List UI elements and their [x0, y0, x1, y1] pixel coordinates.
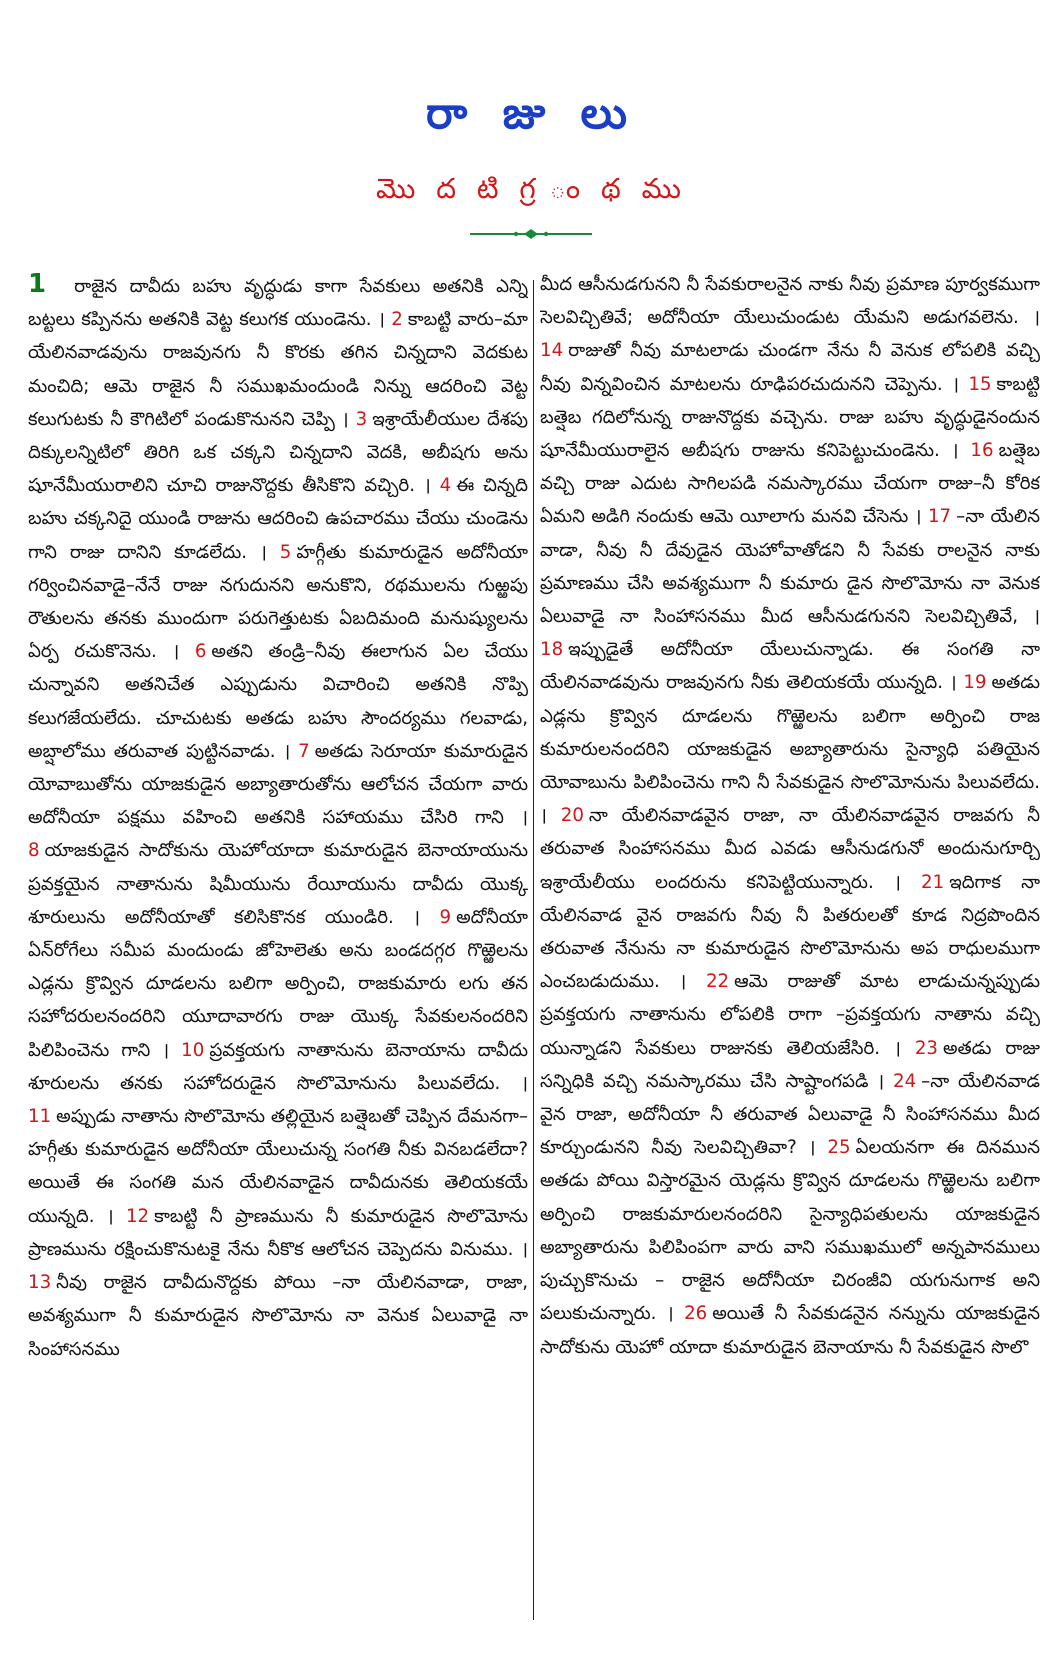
verse-number: 25: [827, 1137, 851, 1159]
verse-text: రాజైన దావీదు బహు వృద్ధుడు కాగా సేవకులు అతనికి ఎన్ని బట్టలు కప్పినను అతనికి వెట్ట కలుగక యుండెను. ।: [28, 276, 528, 331]
verse-text: యాజకుడైన సాదోకును యెహోయాదా కుమారుడైన బెనాయాయును ప్రవక్తయైన నాతానును షిమీయును రేయీయును దావీదు యొక్క శూరులును అదోనీయాతో కలిసికొనక యుండిరి. ।: [28, 840, 528, 928]
verse-number: 6: [194, 641, 207, 663]
chapter-number: 1: [28, 269, 47, 299]
book-subtitle: మొ ద టి గ్ర ం థ ము: [376, 172, 687, 205]
verse-text: నీవు రాజైన దావీదునొద్దకు పోయి –నా యేలినవాడా, రాజా, అవశ్యముగా నీ కుమారుడైన సొలొమోను నా వెనుక ఏలువాడై నా సింహాసనము: [28, 1272, 528, 1360]
verse-text: ఈ చిన్నది బహు చక్కనిదై యుండి రాజును ఆదరించి ఉపచారము చేయు చుండెను గాని రాజు దానిని కూడలేదు. ।: [28, 475, 528, 563]
verse-text: మీద ఆసీనుడగునని నీ సేవకురాలనైన నాకు నీవు ప్రమాణ పూర్వకముగా సెలవిచ్చితివే; అదోనీయా యేలుచుండుట యేమని అడుగవలెను. ।: [540, 274, 1040, 329]
verse-text: బత్షెబ వచ్చి రాజు ఎదుట సాగిలపడి నమస్కారము చేయగా రాజు–నీ కోరిక ఏమని అడిగి నందుకు ఆమె యీలాగు మనవి చేసెను ।: [540, 440, 1040, 528]
verse-text: కాబట్టి నీ ప్రాణమును నీ కుమారుడైన సొలొమోను ప్రాణమును రక్షించుకొనుటకై నేను నీకొక ఆలోచన చెప్పెదను వినుము. ।: [28, 1205, 528, 1260]
verse-text: కాబట్టి వారు–మా యేలినవాడవును రాజవునగు నీ కొరకు తగిన చిన్నదాని వెదకుట మంచిది; ఆమె రాజైన నీ సముఖమందుండి నిన్ను ఆదరించి వెట్ట కలుగుటకు నీ కౌగిటిలో పండుకొనునని చెప్పి ।: [28, 309, 528, 430]
verse-text: కాబట్టి బత్షెబ గదిలోనున్న రాజునొద్దకు వచ్చెను. రాజు బహు వృద్ధుడైనందున షూనేమీయురాలైన అబీషగు రాజును కనిపెట్టుచుండెను. ।: [540, 373, 1040, 462]
verse-text: నా యేలినవాడవైన రాజా, నా యేలినవాడవైన రాజవగు నీ తరువాత సింహాసనము మీద ఎవడు ఆసీనుడగునో అందునుగూర్చి ఇశ్రాయేలీయు లందరును కనిపెట్టియున్నారు. ।: [540, 805, 1040, 893]
verse-number: 24: [893, 1070, 917, 1092]
verse-number: 17: [927, 506, 952, 528]
verse-text: అయితే నీ సేవకుడనైన నన్నును యాజకుడైన సాదోకును యెహో యాదా కుమారుడైన బెనాయాను నీ సేవకుడైన సొలొ: [540, 1303, 1040, 1358]
verse-number: 9: [439, 906, 452, 928]
verse-number: 20: [560, 805, 584, 827]
verse-number: 2: [391, 309, 403, 331]
verse-number: 7: [298, 740, 310, 762]
verse-number: 14: [540, 340, 564, 362]
verse-number: 12: [125, 1205, 150, 1227]
verse-text: రాజుతో నీవు మాటలాడు చుండగా నేను నీ వెనుక లోపలికి వచ్చి నీవు విన్నవించిన మాటలను రూఢిపరచుదునని చెప్పెను. ।: [540, 340, 1040, 395]
verse-text: హగ్గీతు కుమారుడైన అదోనీయా గర్వించినవాడై–నేనే రాజు నగుదునని అనుకొని, రథములను గుఱ్ఱపు రౌతులను తనకు ముందుగా పరుగెత్తుటకు ఏబదిమంది మనుష్యులను ఏర్ప రచుకొనెను. ।: [28, 541, 528, 663]
column-divider: [533, 280, 534, 1620]
verse-text: ఆమె రాజుతో మాట లాడుచున్నప్పుడు ప్రవక్తయగు నాతానును లోపలికి రాగా –ప్రవక్తయగు నాతాను వచ్చి యున్నాడని సేవకులు రాజునకు తెలియజేసిరి. ।: [540, 971, 1040, 1059]
verse-number: 19: [963, 672, 987, 694]
verse-text: –నా యేలిన వాడా, నీవు నీ దేవుడైన యెహోవాతోడని నీ సేవకు రాలనైన నాకు ప్రమాణము చేసి అవశ్యముగా నీ కుమారు డైన సొలొమోను నా వెనుక ఏలువాడై నా సింహాసనము మీద ఆసీనుడగునని సెలవిచ్చితివే, ।: [540, 506, 1040, 628]
verse-text: అతడు సెరూయా కుమారుడైన యోవాబుతోను యాజకుడైన అబ్యాతారుతోను ఆలోచన చేయగా వారు అదోనీయా పక్షము వహించి అతనికి సహాయము చేసిరి గాని ।: [28, 740, 528, 829]
verse-text: ప్రవక్తయగు నాతానును బెనాయాను దావీదు శూరులను తనకు సహోదరుడైన సొలొమోనును పిలువలేదు. ।: [28, 1039, 528, 1094]
verse-number: 23: [914, 1037, 938, 1059]
verse-text: ఇశ్రాయేలీయుల దేశపు దిక్కులన్నిటిలో తిరిగి ఒక చక్కని చిన్నదాని వెదకి, అబీషగు అను షూనేమీయురాలిని చూచి రాజునొద్దకు తీసికొని వచ్చిరి. ।: [28, 408, 528, 497]
verse-number: 16: [970, 440, 994, 462]
verse-text: అదోనీయా ఏన్‌రోగేలు సమీప మందుండు జోహెలెతు అను బండదగ్గర గొఱ్ఱెలను ఎడ్లను క్రొవ్విన దూడలను బలిగా అర్పించి, రాజకుమారు లగు తన సహోదరులనందరిని యూదావారగు రాజు యొక్క సేవకులనందరిని పిలిపించెను గాని ।: [28, 906, 528, 1061]
verse-text: అతని తండ్రి–నీవు ఈలాగున ఏల చేయు చున్నావని అతనిచేత ఎప్పుడును విచారించి అతనికి నొప్పి కలుగజేయలేదు. చూచుటకు అతడు బహు సౌందర్యము గలవాడు, అబ్షాలోము తరువాత పుట్టినవాడు. ।: [28, 641, 528, 762]
verse-text: ఇదిగాక నా యేలినవాడ వైన రాజవగు నీవు నీ పితరులతో కూడ నిద్రపొందిన తరువాత నేనును నా కుమారుడైన సొలొమోనును అప రాధులముగా ఎంచబడుదుము. ।: [540, 871, 1040, 993]
verse-number: 21: [921, 871, 945, 893]
verse-number: 18: [540, 639, 564, 661]
verse-number: 15: [968, 373, 992, 395]
verse-number: 3: [355, 408, 368, 430]
left-column: [28, 268, 528, 1648]
verse-number: 22: [705, 971, 730, 993]
verse-number: 26: [684, 1303, 708, 1325]
verse-text: అప్పుడు నాతాను సొలొమోను తల్లియైన బత్షెబతో చెప్పిన దేమనగా–హగ్గీతు కుమారుడైన అదోనీయా యేలుచున్న సంగతి నీకు వినబడలేదా? అయితే ఈ సంగతి మన యేలినవాడైన దావీదునకు తెలియకయే యున్నది. ।: [28, 1106, 528, 1227]
verse-number: 4: [439, 475, 452, 497]
verse-text: –నా యేలినవాడ వైన రాజా, అదోనీయా నీ తరువాత ఏలువాడై నీ సింహాసనము మీద కూర్చుండునని నీవు సెలవిచ్చితివా? ।: [540, 1070, 1040, 1159]
right-column: [540, 268, 1040, 1648]
verse-text: అతడు ఎడ్లను క్రొవ్విన దూడలను గొఱ్ఱెలను బలిగా అర్పించి రాజ కుమారులనందరిని యాజకుడైన అబ్యాతారును సైన్యాధి పతియైన యోవాబును పిలిపించెను గాని నీ సేవకుడైన సొలొమోనును పిలువలేదు. ।: [540, 672, 1040, 827]
verse-number: 11: [28, 1106, 52, 1128]
verse-text: ఇప్పుడైతే అదోనీయా యేలుచున్నాడు. ఈ సంగతి నా యేలినవాడవును రాజవునగు నీకు తెలియకయే యున్నది. ।: [540, 639, 1040, 694]
verse-text: అతడు రాజు సన్నిధికి వచ్చి నమస్కారము చేసి సాష్టాంగపడి ।: [540, 1037, 1040, 1092]
ornament-divider: [468, 226, 594, 242]
verse-number: 10: [181, 1039, 205, 1061]
verse-number: 8: [28, 840, 40, 862]
verse-number: 5: [279, 541, 292, 563]
verse-text: ఏలయనగా ఈ దినమున అతడు పోయి విస్తారమైన యెడ్లను క్రొవ్విన దూడలను గొఱ్ఱెలను బలిగా అర్పించి రాజకుమారులనందరిని సైన్యాధిపతులను యాజకుడైన అబ్యాతారును పిలిపింపగా వారు వాని సముఖములో అన్నపానములు పుచ్చుకొనుచు – రాజైన అదోనీయా చిరంజీవి యగునుగాక అని పలుకుచున్నారు. ।: [540, 1137, 1040, 1325]
verse-number: 13: [28, 1272, 52, 1294]
book-title: రా జు లు: [426, 88, 637, 139]
